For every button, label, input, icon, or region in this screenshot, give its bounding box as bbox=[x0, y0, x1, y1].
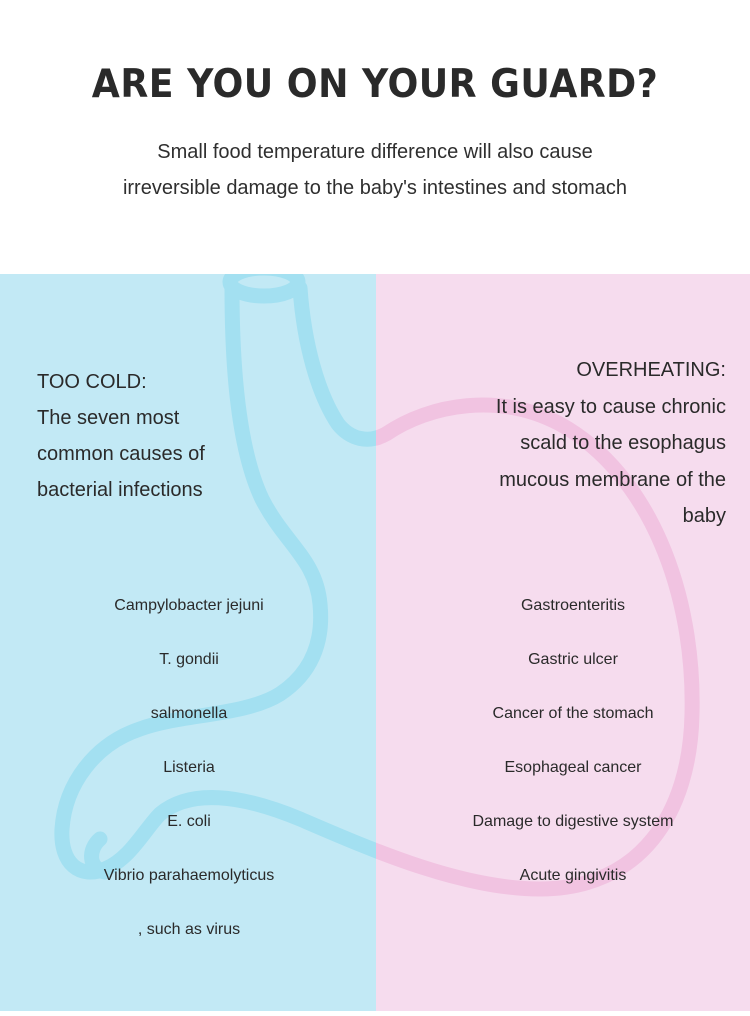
too-cold-heading-block bbox=[37, 364, 205, 508]
too-cold-desc-line: bacterial infections bbox=[37, 479, 203, 501]
too-cold-desc-line: The seven most bbox=[37, 407, 180, 429]
page-title: ARE YOU ON YOUR GUARD? bbox=[91, 62, 659, 107]
list-item: Acute gingivitis bbox=[519, 867, 627, 884]
page-subtitle: Small food temperature difference will also cause irreversible damage to the baby's intestines and stomach bbox=[122, 141, 628, 199]
overheating-effects-list bbox=[440, 590, 706, 914]
too-cold-heading: TOO COLD: bbox=[37, 371, 147, 393]
overheating-desc-line: baby bbox=[682, 505, 726, 527]
overheating-desc-line: It is easy to cause chronic bbox=[495, 395, 726, 418]
overheating-desc-line: mucous membrane of the bbox=[499, 468, 726, 491]
too-cold-desc-line: common causes of bbox=[37, 443, 205, 465]
list-item: Cancer of the stomach bbox=[492, 705, 654, 722]
overheating-desc-line: scald to the esophagus bbox=[520, 432, 726, 454]
list-item: Gastroenteritis bbox=[520, 597, 626, 614]
cold-causes-list bbox=[60, 590, 318, 968]
list-item: Campylobacter jejuni bbox=[114, 597, 264, 614]
list-item: E. coli bbox=[167, 813, 211, 830]
overheating-heading: OVERHEATING: bbox=[576, 359, 726, 381]
list-item: Listeria bbox=[163, 759, 215, 776]
header bbox=[0, 0, 750, 274]
list-item: Esophageal cancer bbox=[504, 759, 642, 776]
list-item: T. gondii bbox=[159, 651, 219, 668]
list-item: Damage to digestive system bbox=[472, 813, 674, 830]
list-item: , such as virus bbox=[137, 921, 241, 938]
bottom-strip bbox=[0, 1011, 750, 1016]
list-item: Vibrio parahaemolyticus bbox=[103, 867, 275, 884]
list-item: salmonella bbox=[150, 705, 228, 722]
overheating-heading-block bbox=[426, 352, 726, 535]
list-item: Gastric ulcer bbox=[528, 651, 618, 668]
